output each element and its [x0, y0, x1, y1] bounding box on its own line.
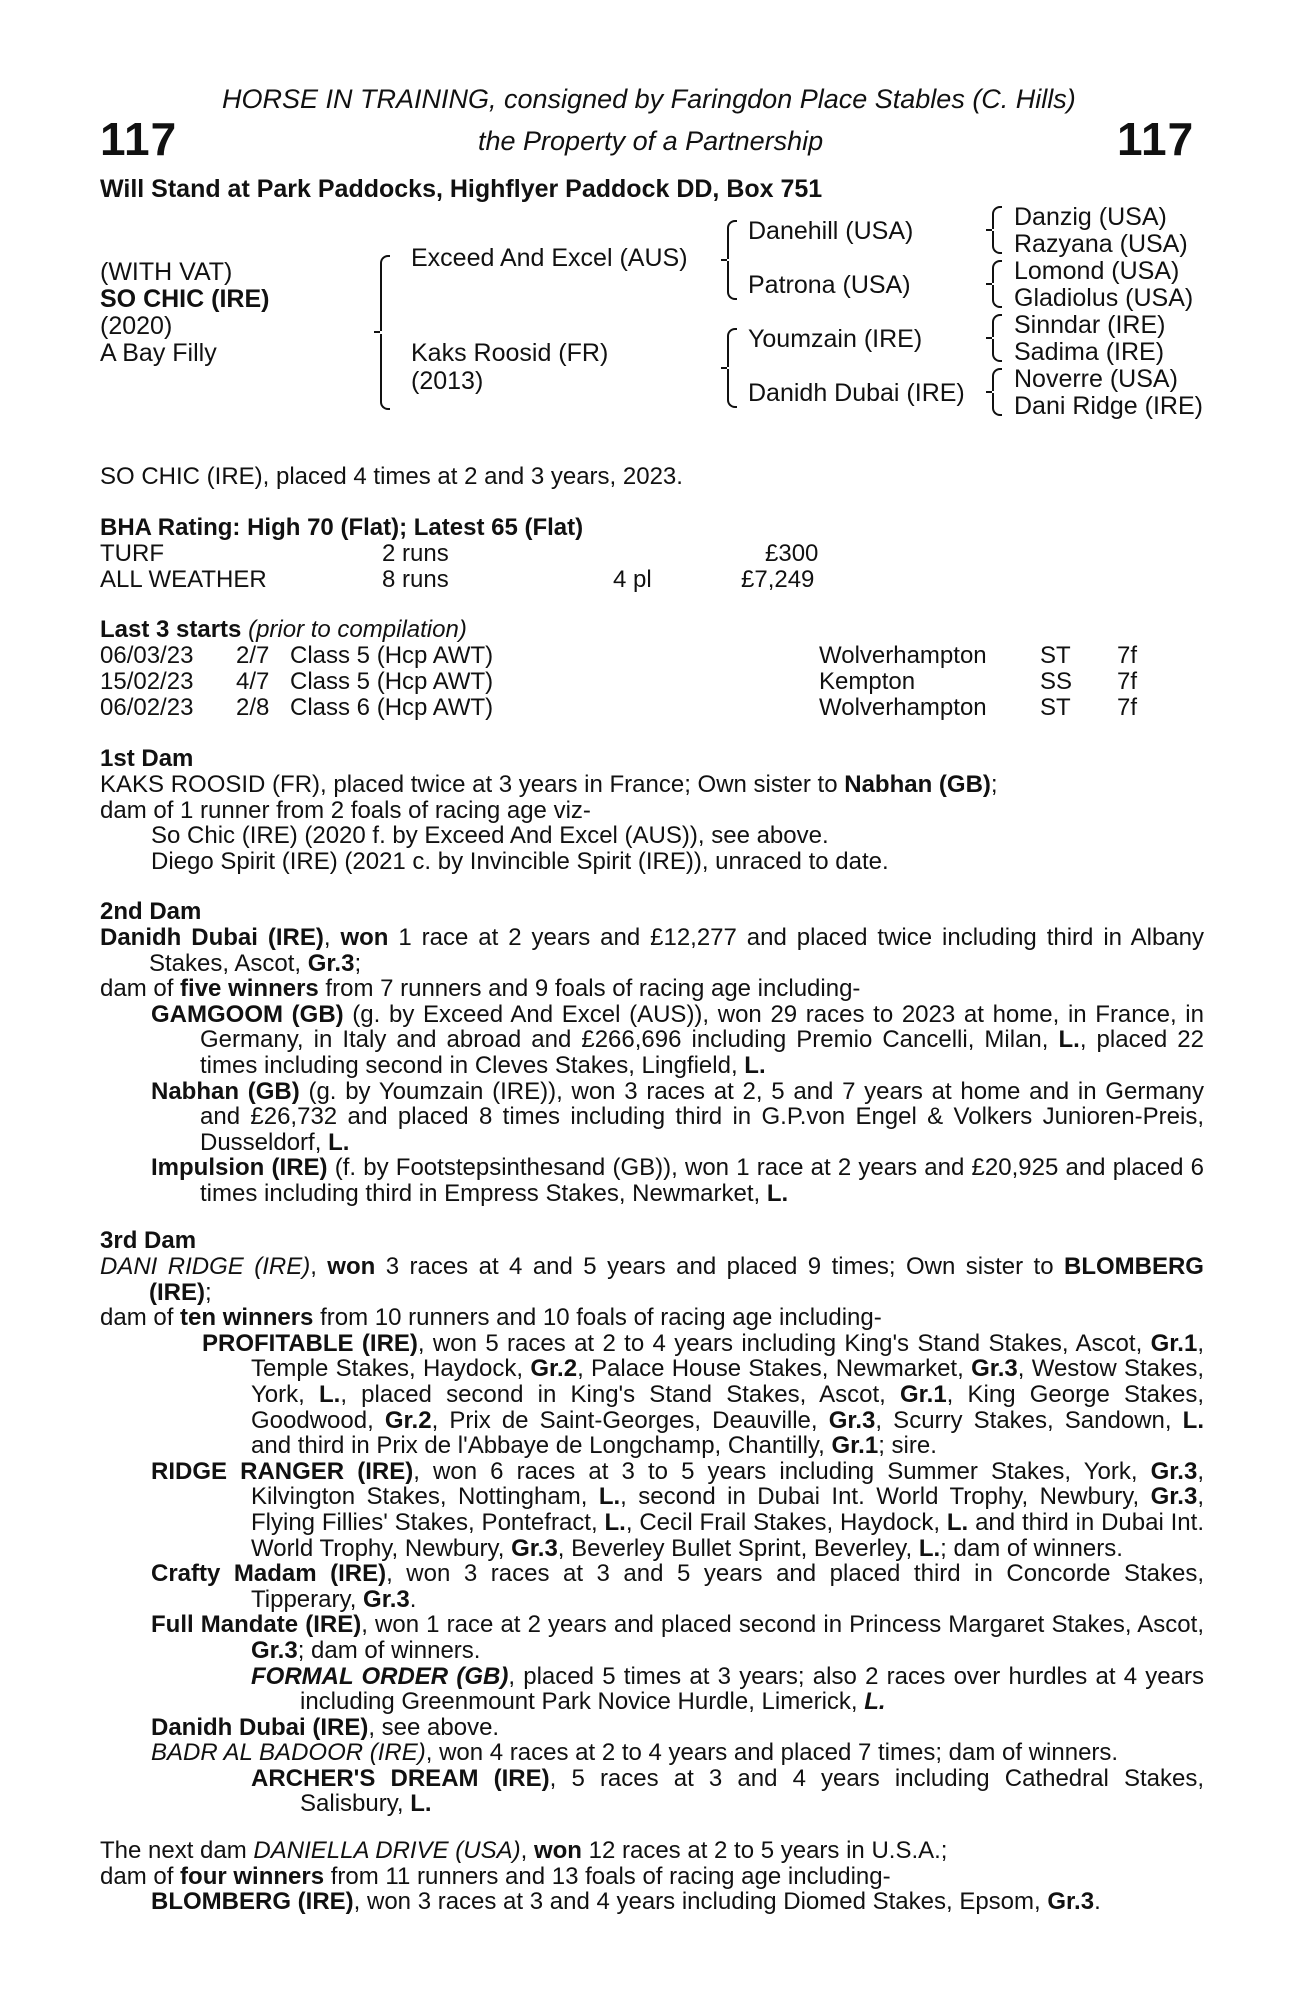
- pedigree-dam-year: (2013): [411, 367, 484, 395]
- last-starts-note: (prior to compilation): [248, 616, 467, 643]
- produce-entry-blomberg: BLOMBERG (IRE), won 3 races at 3 and 4 years including Diomed Stakes, Epsom, Gr.3.: [151, 1888, 1101, 1916]
- produce-entry-formal-order: FORMAL ORDER (GB), placed 5 times at 3 years; also 2 races over hurdles at 4 years including Greenmount Park Novice Hurdle, Limerick, L.: [251, 1662, 1204, 1716]
- pedigree-dam-sire: Youmzain (IRE): [748, 325, 923, 353]
- pedigree-ddd: Dani Ridge (IRE): [1014, 392, 1203, 420]
- produce-entry-impulsion: Impulsion (IRE) (f. by Footstepsinthesand (GB)), won 1 race at 2 years and £20,925 and placed 6 times including third in Empress Stakes, Newmarket, L.: [151, 1154, 1204, 1207]
- pedigree-brace-main: [374, 255, 390, 410]
- pedigree-sire-dam: Patrona (USA): [748, 271, 911, 299]
- header-consignor: HORSE IN TRAINING, consigned by Faringdon Place Stables (C. Hills): [222, 84, 1076, 114]
- pedigree-sire: Exceed And Excel (AUS): [411, 244, 688, 272]
- second-dam-section: [100, 925, 1204, 1207]
- produce-entry-danidh-dubai: Danidh Dubai (IRE), see above.: [151, 1713, 500, 1741]
- lot-number-left: 117: [100, 113, 178, 165]
- start-distance: 7f: [1117, 642, 1138, 669]
- produce-entry-nabhan: Nabhan (GB) (g. by Youmzain (IRE)), won 3 races at 2, 5 and 7 years at home and in Germany and £26,732 and placed 8 times including third in G.P.von Engel & Volkers Junioren-Preis, Dusseldorf, L.: [151, 1077, 1204, 1156]
- second-dam-produce-intro: dam of five winners from 7 runners and 9 foals of racing age including-: [100, 975, 861, 1003]
- last-starts-title: Last 3 starts: [100, 616, 242, 643]
- second-dam-record: Danidh Dubai (IRE), won 1 race at 2 years and £12,277 and placed twice including third in Albany Stakes, Ascot, Gr.3;: [100, 924, 1205, 977]
- horse-description: A Bay Filly: [100, 339, 217, 367]
- third-dam-record: DANI RIDGE (IRE), won 3 races at 4 and 5 years and placed 9 times; Own sister to BLOMBERG (IRE);: [100, 1253, 1204, 1306]
- pedigree-sdd: Gladiolus (USA): [1014, 284, 1194, 312]
- start-race: Class 5 (Hcp AWT): [290, 642, 494, 669]
- last-starts-heading: [100, 617, 467, 643]
- start-position: 4/7: [236, 668, 270, 695]
- start-course: Kempton: [819, 668, 916, 695]
- pedigree-brace-g3-4: [986, 368, 1002, 416]
- rating-placed: 4 pl: [613, 566, 652, 593]
- rating-money: £7,249: [741, 566, 815, 593]
- pedigree-dds: Noverre (USA): [1014, 365, 1178, 393]
- first-dam-line: KAKS ROOSID (FR), placed twice at 3 years in France; Own sister to Nabhan (GB);: [100, 771, 998, 798]
- rating-runs: 2 runs: [382, 540, 449, 567]
- next-dam-produce-intro: dam of four winners from 11 runners and 13 foals of racing age including-: [100, 1862, 891, 1890]
- start-position: 2/7: [236, 642, 270, 669]
- start-date: 15/02/23: [100, 668, 194, 695]
- rating-title: BHA Rating: High 70 (Flat); Latest 65 (Flat): [100, 514, 584, 541]
- next-dam-record: The next dam DANIELLA DRIVE (USA), won 12 races at 2 to 5 years in U.S.A.;: [100, 1837, 948, 1864]
- start-race: Class 5 (Hcp AWT): [290, 668, 494, 695]
- start-date: 06/03/23: [100, 642, 194, 669]
- pedigree-sds: Lomond (USA): [1014, 257, 1180, 285]
- first-dam-section: [100, 772, 1204, 874]
- start-date: 06/02/23: [100, 694, 194, 721]
- pedigree-dam: Kaks Roosid (FR): [411, 339, 609, 367]
- stand-location: Will Stand at Park Paddocks, Highflyer Paddock DD, Box 751: [100, 175, 823, 203]
- lot-number-right: 117: [1117, 113, 1195, 165]
- first-dam-produce-intro: dam of 1 runner from 2 foals of racing age viz-: [100, 796, 591, 824]
- first-dam-title: 1st Dam: [100, 745, 194, 772]
- start-distance: 7f: [1117, 694, 1138, 721]
- third-dam-title: 3rd Dam: [100, 1227, 197, 1254]
- horse-name: SO CHIC (IRE): [100, 285, 270, 313]
- third-dam-produce-intro: dam of ten winners from 10 runners and 10 foals of racing age including-: [100, 1304, 882, 1332]
- pedigree-dss: Sinndar (IRE): [1014, 311, 1166, 339]
- produce-entry: Diego Spirit (IRE) (2021 c. by Invincible Spirit (IRE)), unraced to date.: [151, 847, 889, 875]
- start-position: 2/8: [236, 694, 270, 721]
- start-distance: 7f: [1117, 668, 1138, 695]
- produce-entry-gamgoom: GAMGOOM (GB) (g. by Exceed And Excel (AUS)), won 29 races to 2023 at home, in France, in Germany, in Italy and abroad and £266,696 including Premio Cancelli, Milan, L., placed 22 times including second in Cleves Stakes, Lingfield, L.: [151, 1000, 1205, 1079]
- start-race: Class 6 (Hcp AWT): [290, 694, 494, 721]
- start-going: ST: [1040, 694, 1071, 721]
- pedigree-dsd: Sadima (IRE): [1014, 338, 1165, 366]
- third-dam-section: [100, 1254, 1204, 1817]
- produce-entry-crafty-madam: Crafty Madam (IRE), won 3 races at 3 and 5 years and placed third in Concorde Stakes, Tipperary, Gr.3.: [151, 1560, 1204, 1613]
- pedigree-brace-g3-2: [986, 260, 1002, 308]
- rating-runs: 8 runs: [382, 566, 449, 593]
- produce-entry-badr-al-badoor: BADR AL BADOOR (IRE), won 4 races at 2 to 4 years and placed 7 times; dam of winners.: [151, 1739, 1119, 1767]
- second-dam-title: 2nd Dam: [100, 898, 202, 925]
- start-course: Wolverhampton: [819, 642, 987, 669]
- produce-entry: So Chic (IRE) (2020 f. by Exceed And Excel (AUS)), see above.: [151, 822, 829, 850]
- rating-money: £300: [765, 540, 819, 567]
- start-course: Wolverhampton: [819, 694, 987, 721]
- produce-entry-profitable: PROFITABLE (IRE), won 5 races at 2 to 4 years including King's Stand Stakes, Ascot, Gr.1, Temple Stakes, Haydock, Gr.2, Palace House Stakes, Newmarket, Gr.3, Westow Stakes, York, L., placed second in King's Stand Stakes, Ascot, Gr.1, King George Stakes, Goodwood, Gr.2, Prix de Saint-Georges, Deauville, Gr.3, Scurry Stakes, Sandown, L. and third in Prix de l'Abbaye de Longchamp, Chantilly, Gr.1; sire.: [202, 1329, 1205, 1460]
- produce-entry-ridge-ranger: RIDGE RANGER (IRE), won 6 races at 3 to 5 years including Summer Stakes, York, Gr.3, Kilvington Stakes, Nottingham, L., second in Dubai Int. World Trophy, Newbury, Gr.3, Flying Fillies' Stakes, Pontefract, L., Cecil Frail Stakes, Haydock, L. and third in Dubai Int. World Trophy, Newbury, Gr.3, Beverley Bullet Sprint, Beverley, L.; dam of winners.: [151, 1457, 1204, 1562]
- next-dam-section: [100, 1838, 1204, 1915]
- produce-entry-full-mandate: Full Mandate (IRE), won 1 race at 2 years and placed second in Princess Margaret Stakes, Ascot, Gr.3; dam of winners.: [151, 1611, 1204, 1664]
- pedigree-sss: Danzig (USA): [1014, 203, 1167, 231]
- start-going: ST: [1040, 642, 1071, 669]
- pedigree-brace-sire: [721, 220, 737, 300]
- start-going: SS: [1040, 668, 1073, 695]
- header-property: the Property of a Partnership: [478, 126, 824, 156]
- produce-entry-archers-dream: ARCHER'S DREAM (IRE), 5 races at 3 and 4 years including Cathedral Stakes, Salisbury, L.: [251, 1764, 1204, 1818]
- pedigree-ssd: Razyana (USA): [1014, 230, 1188, 258]
- pedigree-brace-g3-1: [986, 206, 1002, 254]
- pedigree-dam-dam: Danidh Dubai (IRE): [748, 379, 965, 407]
- pedigree-sire-sire: Danehill (USA): [748, 217, 914, 245]
- vat-note: (WITH VAT): [100, 258, 233, 286]
- rating-surface: TURF: [100, 540, 164, 567]
- pedigree-brace-g3-3: [986, 314, 1002, 362]
- rating-surface: ALL WEATHER: [100, 566, 267, 593]
- race-summary: SO CHIC (IRE), placed 4 times at 2 and 3 years, 2023.: [100, 463, 683, 490]
- horse-year: (2020): [100, 312, 173, 340]
- pedigree-brace-dam: [721, 328, 737, 408]
